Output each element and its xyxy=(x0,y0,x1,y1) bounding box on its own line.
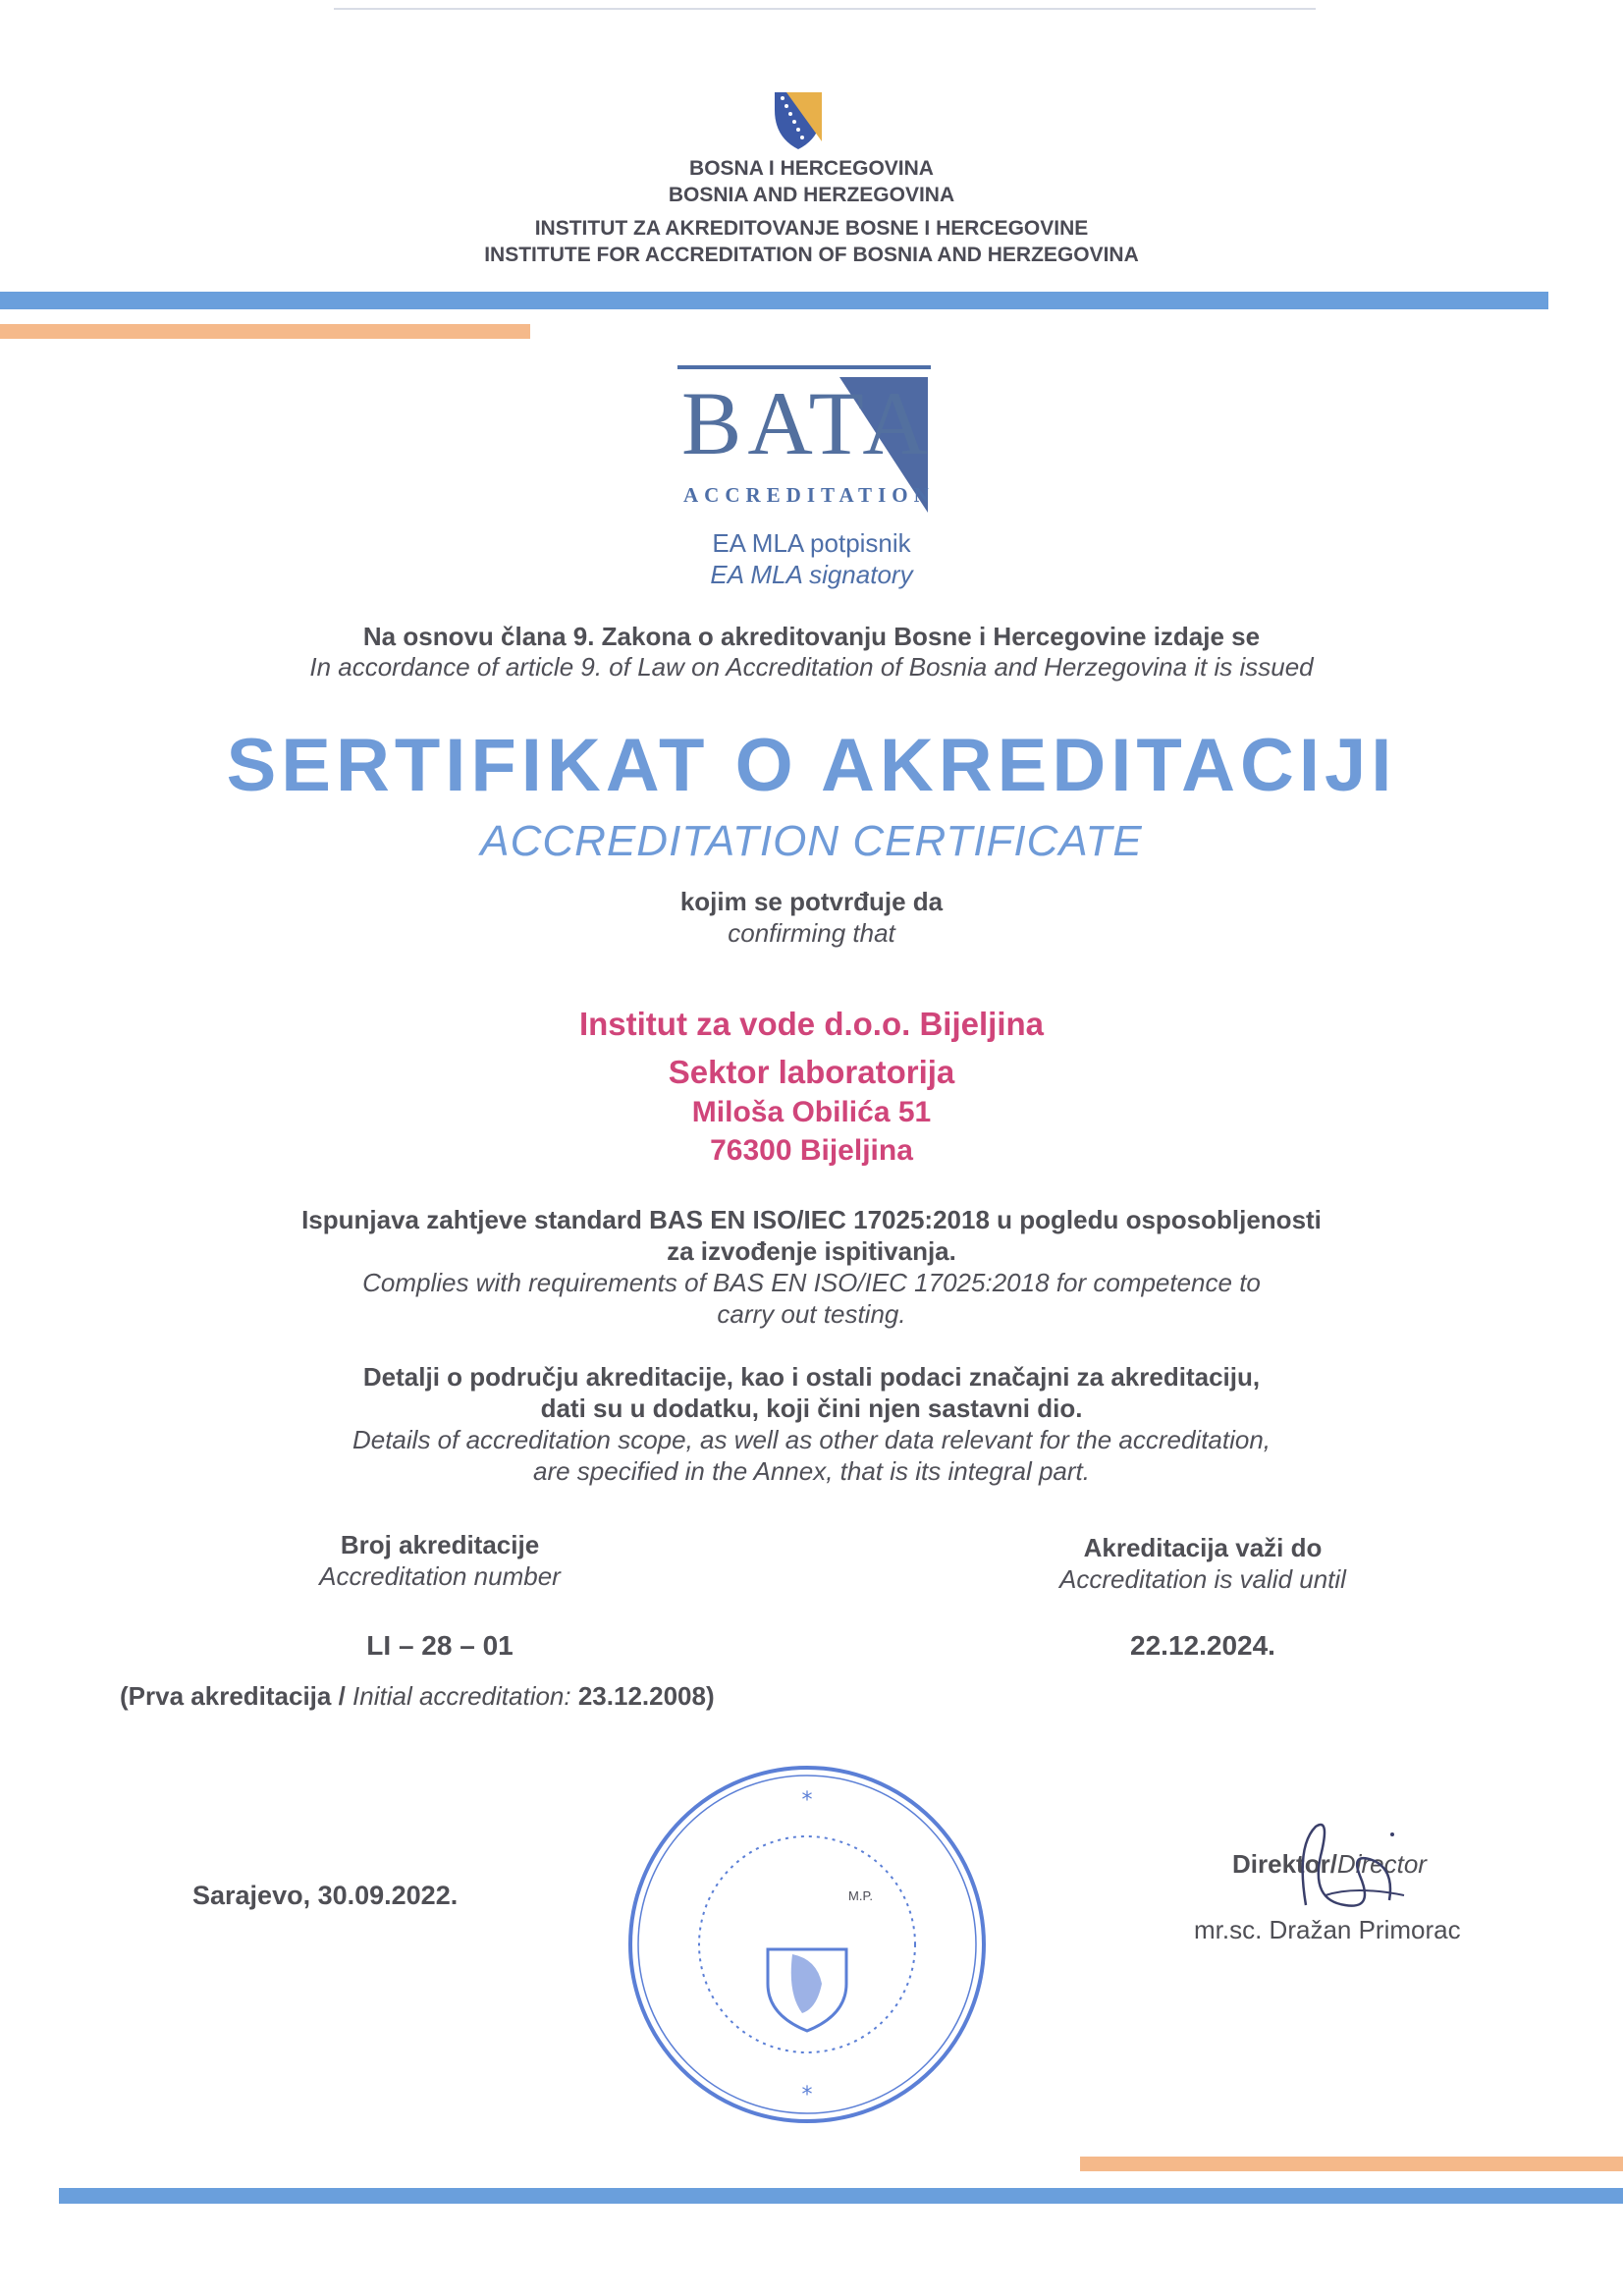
country-name-bs: BOSNA I HERCEGOVINA xyxy=(689,157,934,180)
director-title-bs: Direktor/ xyxy=(1232,1849,1337,1879)
confirm-en: confirming that xyxy=(728,918,895,948)
initial-label-bs: Prva akreditacija / xyxy=(128,1681,353,1711)
initial-accreditation xyxy=(120,1681,715,1712)
institute-name-bs: INSTITUT ZA AKREDITOVANJE BOSNE I HERCEGOVINE xyxy=(534,217,1089,240)
complies-en-line2: carry out testing. xyxy=(717,1299,906,1329)
initial-close-paren: ) xyxy=(705,1681,715,1711)
initial-date: 23.12.2008 xyxy=(577,1681,706,1711)
svg-text:*: * xyxy=(801,2083,813,2107)
stamp-mp-label: M.P. xyxy=(848,1888,874,1903)
place-date: Sarajevo, 30.09.2022. xyxy=(192,1881,459,1910)
accreditation-number-value: LI – 28 – 01 xyxy=(366,1630,514,1661)
initial-open-paren: ( xyxy=(120,1681,129,1711)
complies-en-line1: Complies with requirements of BAS EN ISO/IEC 17025:2018 for competence to xyxy=(362,1268,1261,1297)
svg-text:*: * xyxy=(801,1788,813,1813)
official-stamp xyxy=(621,1758,994,2131)
coat-of-arms-icon xyxy=(773,90,824,151)
bata-logo-word: ACCREDITATION xyxy=(683,483,935,507)
institute-name-en: INSTITUTE FOR ACCREDITATION OF BOSNIA AND HERZEGOVINA xyxy=(484,244,1139,266)
accreditation-number-label-bs: Broj akreditacije xyxy=(340,1530,540,1559)
details-bs-line2: dati su u dodatku, koji čini njen sastavni dio. xyxy=(540,1394,1083,1423)
signature-scribble xyxy=(1267,1807,1434,1925)
valid-until-value: 22.12.2024. xyxy=(1130,1630,1275,1661)
valid-until-label-en: Accreditation is valid until xyxy=(1059,1564,1346,1594)
bata-logo-name: BATA xyxy=(681,373,934,473)
bottom-orange-bar xyxy=(1080,2157,1623,2171)
accreditation-number-label-en: Accreditation number xyxy=(319,1561,561,1591)
details-en-line1: Details of accreditation scope, as well as other data relevant for the accreditation, xyxy=(352,1425,1271,1454)
top-blue-bar xyxy=(0,292,1548,309)
top-orange-bar xyxy=(0,324,530,339)
ea-mla-en: EA MLA signatory xyxy=(710,560,913,589)
holder-unit: Sektor laboratorija xyxy=(668,1054,955,1090)
director-name: mr.sc. Dražan Primorac xyxy=(1194,1915,1461,1944)
intro-en: In accordance of article 9. of Law on Accreditation of Bosnia and Herzegovina it is issued xyxy=(309,652,1314,682)
certificate-title-en: ACCREDITATION CERTIFICATE xyxy=(480,817,1143,865)
bottom-blue-bar xyxy=(59,2188,1623,2204)
top-edge-line xyxy=(334,8,1316,10)
initial-label-en: Initial accreditation: xyxy=(352,1681,578,1711)
holder-street: Miloša Obilića 51 xyxy=(691,1096,932,1128)
ea-mla-bs: EA MLA potpisnik xyxy=(712,528,911,558)
certificate-title-bs: SERTIFIKAT O AKREDITACIJI xyxy=(226,724,1397,807)
holder-name: Institut za vode d.o.o. Bijeljina xyxy=(578,1006,1045,1042)
holder-city: 76300 Bijeljina xyxy=(710,1134,913,1167)
intro-bs: Na osnovu člana 9. Zakona o akreditovanju Bosne i Hercegovine izdaje se xyxy=(362,622,1261,651)
country-name-en: BOSNIA AND HERZEGOVINA xyxy=(668,184,955,206)
bata-logo xyxy=(677,365,933,513)
details-en-line2: are specified in the Annex, that is its integral part. xyxy=(532,1456,1090,1486)
complies-bs-line1: Ispunjava zahtjeve standard BAS EN ISO/IEC 17025:2018 u pogledu osposobljenosti xyxy=(301,1205,1322,1234)
confirm-bs: kojim se potvrđuje da xyxy=(679,887,944,916)
details-bs-line1: Detalji o području akreditacije, kao i ostali podaci značajni za akreditaciju, xyxy=(362,1362,1261,1392)
valid-until-label-bs: Akreditacija važi do xyxy=(1083,1533,1323,1562)
director-title-en: Director xyxy=(1336,1849,1427,1879)
complies-bs-line2: za izvođenje ispitivanja. xyxy=(667,1236,956,1266)
